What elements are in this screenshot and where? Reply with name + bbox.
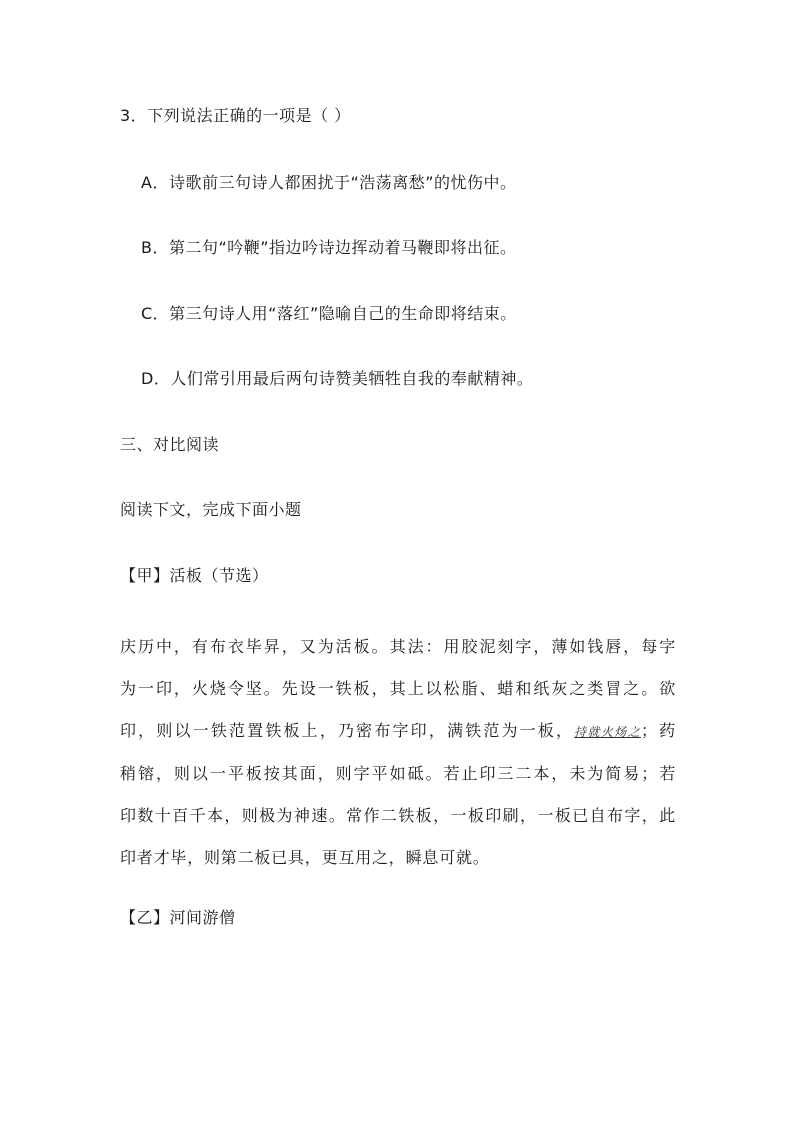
passage-yi-title: 【乙】河间游僧 [120,908,236,927]
option-a: A．诗歌前三句诗人都困扰于“浩荡离愁”的忧伤中。 [141,173,517,192]
passage-jia-title: 【甲】活板（节选） [120,566,269,585]
option-c: C．第三句诗人用“落红”隐喻自己的生命即将结束。 [141,304,517,323]
passage-line: 庆历中，有布衣毕昇，又为活板。其法：用胶泥刻字，薄如钱唇，每字 [120,637,676,656]
handwritten-fragment: 持就火炀之 [574,725,642,739]
passage-line: 稍镕，则以一平板按其面，则字平如砥。若止印三二本，未为简易；若 [120,764,676,783]
passage-jia-text [120,626,676,879]
passage-line-part: ；药 [641,721,676,740]
passage-line-part: 印，则以一铁范置铁板上，乃密布字印，满铁范为一板， [120,721,575,740]
reading-instruction: 阅读下文，完成下面小题 [120,500,302,519]
section-heading: 三、对比阅读 [120,435,220,454]
option-b: B．第二句“吟鞭”指边吟诗边挥动着马鞭即将出征。 [141,238,517,257]
passage-line: 印数十百千本，则极为神速。常作二铁板，一板印刷，一板已自布字，此 [120,806,676,825]
option-d: D．人们常引用最后两句诗赞美牺牲自我的奉献精神。 [141,369,534,388]
passage-line: 印者才毕，则第二板已具，更互用之，瞬息可就。 [120,848,490,867]
passage-line: 为一印，火烧令坚。先设一铁板，其上以松脂、蜡和纸灰之类冒之。欲 [120,679,676,698]
passage-line [120,710,676,753]
question-stem: 3．下列说法正确的一项是（ ） [120,106,351,125]
